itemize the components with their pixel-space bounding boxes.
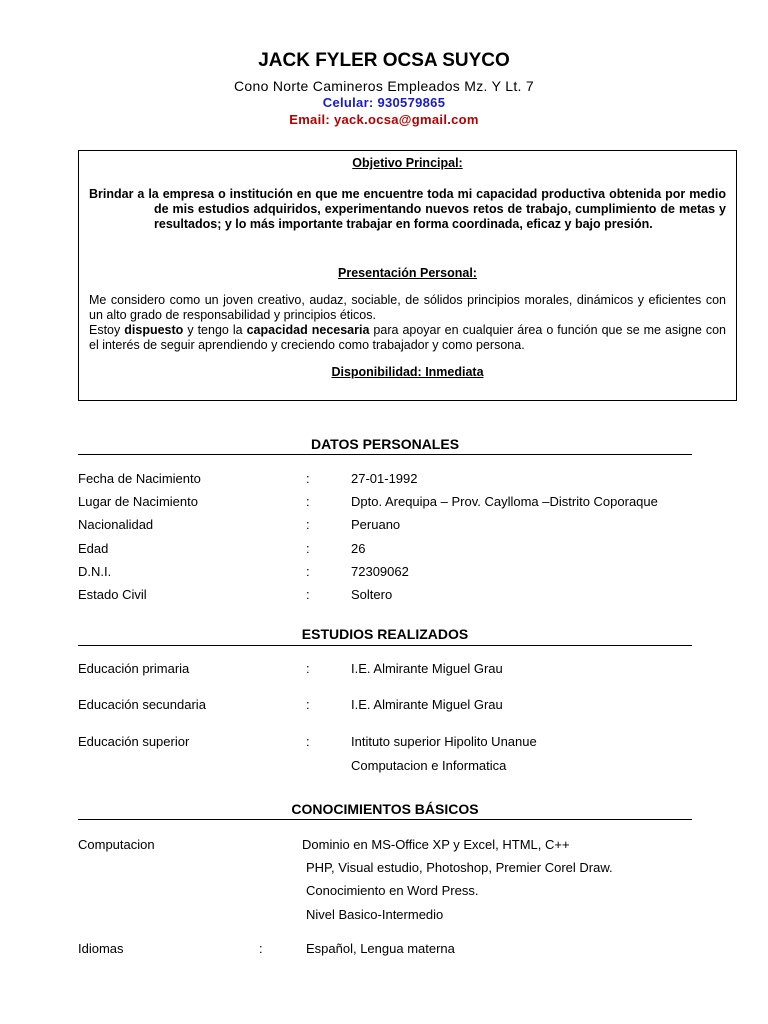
objective-box	[78, 150, 737, 401]
candidate-name: JACK FYLER OCSA SUYCO	[258, 50, 510, 71]
presentation-paragraph-1: Me considero como un joven creativo, audaz, sociable, de sólidos principios morales, dinámicos y eficientes con un alto grado de responsabilidad y principios éticos.	[89, 293, 726, 322]
presentation-title: Presentación Personal:	[338, 266, 477, 280]
personal-colon: :	[306, 541, 310, 556]
address: Cono Norte Camineros Empleados Mz. Y Lt. 7	[234, 78, 534, 94]
personal-value: Peruano	[351, 517, 401, 532]
studies-value: I.E. Almirante Miguel Grau	[351, 697, 503, 712]
studies-value-2: Computacion e Informatica	[351, 758, 507, 773]
personal-label: Fecha de Nacimiento	[78, 471, 201, 486]
computing-label: Computacion	[78, 837, 155, 852]
studies-label: Educación superior	[78, 734, 190, 749]
languages-colon: :	[259, 941, 263, 956]
phone: Celular: 930579865	[322, 95, 446, 110]
personal-label: Estado Civil	[78, 587, 147, 602]
studies-value: I.E. Almirante Miguel Grau	[351, 661, 503, 676]
presentation-p2-b: dispuesto	[124, 323, 184, 337]
presentation-p2-d: capacidad necesaria	[246, 323, 370, 337]
personal-label: D.N.I.	[78, 564, 112, 579]
personal-colon: :	[306, 517, 310, 532]
personal-section-title: DATOS PERSONALES	[310, 436, 460, 452]
email: Email: yack.ocsa@gmail.com	[289, 112, 479, 127]
personal-value: 26	[351, 541, 366, 556]
personal-value: Soltero	[351, 587, 393, 602]
availability: Disponibilidad: Inmediata	[331, 365, 484, 379]
personal-value: 27-01-1992	[351, 471, 418, 486]
studies-colon: :	[306, 661, 310, 676]
languages-label: Idiomas	[78, 941, 124, 956]
presentation-p2-a: Estoy	[89, 323, 125, 337]
objective-paragraph: Brindar a la empresa o institución en que me encuentre toda mi capacidad productiva obtenida por medio de mis estudios adquiridos, experimentando nuevos retos de trabajo, cumplimiento de metas y resultados; y lo más importante trabajar en forma coordinada, eficaz y bajo presión.	[89, 187, 726, 231]
objective-title: Objetivo Principal:	[352, 156, 463, 170]
studies-colon: :	[306, 734, 310, 749]
personal-label: Nacionalidad	[78, 517, 154, 532]
studies-section-title: ESTUDIOS REALIZADOS	[301, 626, 469, 642]
computing-line: Conocimiento en Word Press.	[306, 883, 479, 898]
personal-colon: :	[306, 471, 310, 486]
presentation-paragraph-2	[89, 323, 726, 353]
personal-colon: :	[306, 494, 310, 509]
personal-label: Edad	[78, 541, 109, 556]
studies-label: Educación secundaria	[78, 697, 206, 712]
studies-colon: :	[306, 697, 310, 712]
personal-value: Dpto. Arequipa – Prov. Caylloma –Distrito Coporaque	[351, 494, 658, 509]
languages-value: Español, Lengua materna	[306, 941, 455, 956]
skills-section-title: CONOCIMIENTOS BÁSICOS	[291, 801, 479, 817]
personal-value: 72309062	[351, 564, 409, 579]
studies-value: Intituto superior Hipolito Unanue	[351, 734, 537, 749]
computing-line: Nivel Basico-Intermedio	[306, 907, 444, 922]
studies-divider	[78, 645, 692, 646]
presentation-p2-e: para apoyar en cualquier área o función que se me asigne con el interés de seguir aprendiendo y creciendo como trabajador y como persona.	[89, 323, 726, 352]
personal-colon: :	[306, 587, 310, 602]
personal-label: Lugar de Nacimiento	[78, 494, 198, 509]
presentation-p2-c: y tengo la	[183, 323, 247, 337]
presentation-text	[89, 293, 726, 353]
computing-line: Dominio en MS-Office XP y Excel, HTML, C++	[302, 837, 570, 852]
computing-line: PHP, Visual estudio, Photoshop, Premier Corel Draw.	[306, 860, 613, 875]
skills-divider	[78, 819, 692, 820]
personal-divider	[78, 454, 692, 455]
personal-colon: :	[306, 564, 310, 579]
objective-text	[89, 187, 726, 232]
studies-label: Educación primaria	[78, 661, 190, 676]
